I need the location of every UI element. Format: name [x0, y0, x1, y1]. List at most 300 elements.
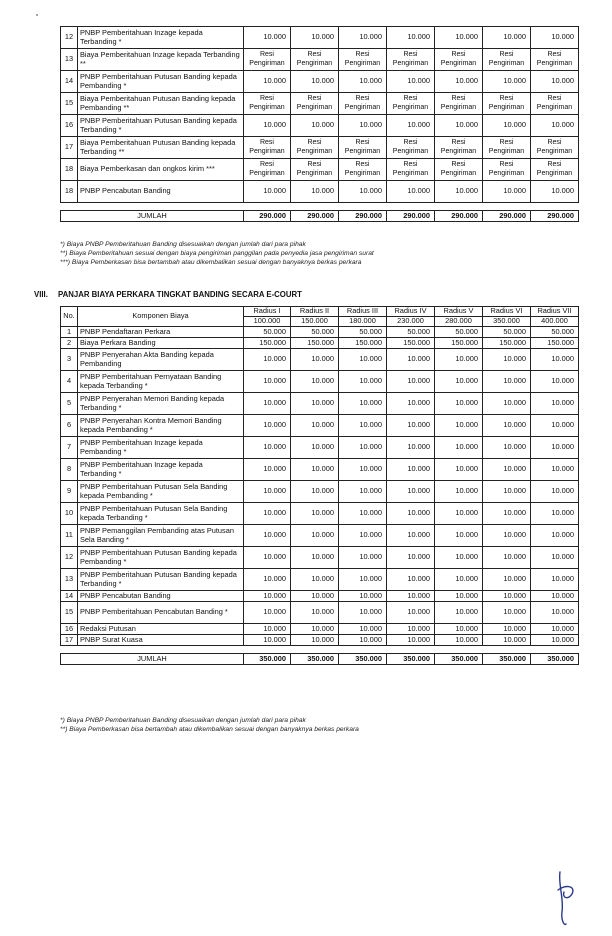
fee-amount: 150.000: [483, 338, 531, 349]
fee-amount: 10.000: [435, 115, 483, 137]
fee-amount: Resi Pengiriman: [483, 159, 531, 181]
fee-amount: 10.000: [387, 459, 435, 481]
fee-amount: 10.000: [387, 602, 435, 624]
row-number: 5: [61, 393, 78, 415]
row-number: 13: [61, 569, 78, 591]
fee-component: PNBP Penyerahan Memori Banding kepada Terbanding *: [78, 393, 244, 415]
fee-amount: 10.000: [483, 27, 531, 49]
fee-amount: 10.000: [435, 591, 483, 602]
fee-amount: 10.000: [244, 71, 291, 93]
fee-amount: Resi Pengiriman: [339, 137, 387, 159]
fee-amount: 10.000: [531, 459, 579, 481]
header-no: No.: [61, 307, 78, 327]
radius-fee: 230.000: [387, 317, 435, 327]
fee-amount: 10.000: [244, 437, 291, 459]
section-heading: [34, 290, 302, 299]
row-number: 12: [61, 27, 78, 49]
fee-amount: 150.000: [435, 338, 483, 349]
fee-amount: 10.000: [291, 591, 339, 602]
fee-amount: 10.000: [291, 624, 339, 635]
fee-amount: 10.000: [387, 349, 435, 371]
fee-amount: 10.000: [339, 591, 387, 602]
fee-component: PNBP Pemanggilan Pembanding atas Putusan Sela Banding *: [78, 525, 244, 547]
spacer-cell: [61, 203, 579, 211]
row-number: 1: [61, 327, 78, 338]
fee-amount: 10.000: [531, 27, 579, 49]
row-number: 17: [61, 137, 78, 159]
fee-component: PNBP Pemberitahuan Putusan Sela Banding kepada Terbanding *: [78, 503, 244, 525]
table-row: [61, 547, 579, 569]
fee-amount: 10.000: [339, 415, 387, 437]
fee-component: PNBP Pemberitahuan Pencabutan Banding *: [78, 602, 244, 624]
table-row: [61, 481, 579, 503]
fee-amount: 10.000: [339, 71, 387, 93]
fee-amount: 10.000: [531, 525, 579, 547]
handwritten-initial-signature: [552, 868, 582, 928]
fee-amount: Resi Pengiriman: [483, 49, 531, 71]
fee-amount: 10.000: [435, 181, 483, 203]
table-row: [61, 591, 579, 602]
header-component: Komponen Biaya: [78, 307, 244, 327]
fee-amount: 10.000: [483, 181, 531, 203]
fee-amount: 10.000: [531, 371, 579, 393]
scan-speck: [36, 14, 38, 16]
fee-amount: 10.000: [531, 181, 579, 203]
fee-component: PNBP Pencabutan Banding: [78, 181, 244, 203]
fee-amount: 10.000: [483, 371, 531, 393]
fee-amount: 10.000: [531, 393, 579, 415]
fee-amount: 10.000: [387, 27, 435, 49]
table-row: [61, 415, 579, 437]
fee-amount: 10.000: [244, 349, 291, 371]
fee-amount: Resi Pengiriman: [531, 137, 579, 159]
fee-amount: 10.000: [435, 525, 483, 547]
fee-amount: Resi Pengiriman: [339, 159, 387, 181]
footnotes-top: [60, 240, 374, 267]
fee-amount: Resi Pengiriman: [244, 137, 291, 159]
table-row: [61, 27, 579, 49]
fee-amount: 10.000: [387, 393, 435, 415]
fee-amount: 10.000: [291, 547, 339, 569]
fee-amount: 10.000: [387, 591, 435, 602]
fee-amount: 10.000: [244, 115, 291, 137]
fee-amount: 10.000: [435, 415, 483, 437]
footnote: ***) Biaya Pemberkasan bisa bertambah atau dikembalikan sesuai dengan banyaknya berkas perkara: [60, 259, 362, 266]
spacer-cell: [61, 646, 579, 654]
fee-amount: 10.000: [387, 115, 435, 137]
fee-amount: 10.000: [435, 481, 483, 503]
fee-amount: 10.000: [483, 591, 531, 602]
row-number: 13: [61, 49, 78, 71]
fee-amount: 50.000: [435, 327, 483, 338]
row-number: 12: [61, 547, 78, 569]
table-row: [61, 635, 579, 646]
fee-amount: 10.000: [483, 71, 531, 93]
fee-amount: Resi Pengiriman: [387, 49, 435, 71]
fee-amount: 10.000: [339, 349, 387, 371]
fee-component: Redaksi Putusan: [78, 624, 244, 635]
fee-amount: Resi Pengiriman: [387, 137, 435, 159]
row-number: 14: [61, 71, 78, 93]
fee-amount: 10.000: [244, 525, 291, 547]
fee-amount: 10.000: [483, 437, 531, 459]
fee-amount: 10.000: [244, 635, 291, 646]
fee-amount: 10.000: [339, 27, 387, 49]
fee-component: PNBP Pemberitahuan Putusan Banding kepada Pembanding *: [78, 71, 244, 93]
fee-amount: 10.000: [291, 181, 339, 203]
fee-amount: 10.000: [244, 547, 291, 569]
fee-amount: 10.000: [483, 569, 531, 591]
fee-amount: 10.000: [291, 503, 339, 525]
fee-component: PNBP Pemberitahuan Putusan Sela Banding kepada Pembanding *: [78, 481, 244, 503]
fee-amount: 50.000: [387, 327, 435, 338]
total-label: JUMLAH: [61, 211, 244, 222]
fee-component: PNBP Pendaftaran Perkara: [78, 327, 244, 338]
fee-amount: Resi Pengiriman: [435, 49, 483, 71]
footnotes-bottom: [60, 716, 359, 734]
total-amount: 350.000: [531, 654, 579, 665]
fee-amount: 10.000: [291, 393, 339, 415]
fee-component: Biaya Perkara Banding: [78, 338, 244, 349]
fee-amount: 10.000: [387, 547, 435, 569]
fee-amount: 10.000: [531, 624, 579, 635]
fee-amount: Resi Pengiriman: [244, 159, 291, 181]
fee-amount: 10.000: [244, 371, 291, 393]
fee-amount: 10.000: [244, 393, 291, 415]
radius-header: Radius IV: [387, 307, 435, 317]
row-number: 15: [61, 602, 78, 624]
row-number: 18: [61, 159, 78, 181]
fee-amount: Resi Pengiriman: [339, 93, 387, 115]
table-row: [61, 338, 579, 349]
fee-amount: 10.000: [531, 481, 579, 503]
fee-component: PNBP Pencabutan Banding: [78, 591, 244, 602]
fee-amount: 10.000: [435, 624, 483, 635]
fee-amount: 10.000: [387, 371, 435, 393]
fee-amount: 10.000: [387, 437, 435, 459]
total-amount: 350.000: [435, 654, 483, 665]
row-number: 14: [61, 591, 78, 602]
fee-amount: 10.000: [435, 71, 483, 93]
fee-component: PNBP Pemberitahuan Inzage kepada Pembanding *: [78, 437, 244, 459]
fee-amount: 10.000: [244, 569, 291, 591]
fee-component: PNBP Penyerahan Akta Banding kepada Pembanding: [78, 349, 244, 371]
table-row: [61, 137, 579, 159]
fee-component: PNBP Pemberitahuan Inzage kepada Terbanding *: [78, 27, 244, 49]
fee-component: PNBP Pemberitahuan Putusan Banding kepada Terbanding *: [78, 115, 244, 137]
fee-amount: 10.000: [291, 437, 339, 459]
total-amount: 350.000: [291, 654, 339, 665]
fee-amount: 10.000: [435, 635, 483, 646]
radius-header: Radius II: [291, 307, 339, 317]
fee-amount: 10.000: [244, 602, 291, 624]
fee-component: PNBP Surat Kuasa: [78, 635, 244, 646]
fee-amount: Resi Pengiriman: [291, 137, 339, 159]
footnote: *) Biaya PNBP Pemberitahuan Banding disesuaikan dengan jumlah dari para pihak: [60, 241, 306, 248]
fee-amount: 10.000: [291, 635, 339, 646]
fee-amount: Resi Pengiriman: [244, 49, 291, 71]
fee-amount: 10.000: [244, 503, 291, 525]
total-amount: 290.000: [435, 211, 483, 222]
fee-amount: Resi Pengiriman: [244, 93, 291, 115]
fee-amount: 10.000: [531, 71, 579, 93]
fee-amount: 10.000: [244, 481, 291, 503]
fee-amount: 10.000: [483, 503, 531, 525]
fee-amount: 10.000: [339, 481, 387, 503]
radius-fee: 400.000: [531, 317, 579, 327]
fee-amount: 150.000: [291, 338, 339, 349]
table-row: [61, 327, 579, 338]
table-row: [61, 569, 579, 591]
row-number: 4: [61, 371, 78, 393]
fee-component: PNBP Pemberitahuan Putusan Banding kepada Pembanding *: [78, 547, 244, 569]
fee-amount: Resi Pengiriman: [387, 93, 435, 115]
table-row: [61, 624, 579, 635]
fee-amount: 10.000: [339, 635, 387, 646]
fee-amount: 10.000: [291, 525, 339, 547]
fee-amount: 10.000: [387, 635, 435, 646]
fee-amount: 10.000: [339, 624, 387, 635]
fee-amount: Resi Pengiriman: [435, 137, 483, 159]
fee-amount: 150.000: [387, 338, 435, 349]
fee-amount: Resi Pengiriman: [291, 159, 339, 181]
fee-amount: Resi Pengiriman: [291, 93, 339, 115]
fee-table-continued: [60, 26, 579, 222]
fee-amount: 10.000: [339, 569, 387, 591]
fee-amount: 10.000: [291, 349, 339, 371]
fee-amount: 10.000: [339, 602, 387, 624]
fee-amount: 10.000: [244, 27, 291, 49]
fee-amount: 10.000: [483, 115, 531, 137]
total-label: JUMLAH: [61, 654, 244, 665]
total-amount: 290.000: [387, 211, 435, 222]
fee-component: Biaya Pemberitahuan Inzage kepada Terbanding **: [78, 49, 244, 71]
fee-amount: 50.000: [339, 327, 387, 338]
radius-header: Radius III: [339, 307, 387, 317]
fee-amount: 10.000: [483, 393, 531, 415]
fee-amount: Resi Pengiriman: [531, 49, 579, 71]
fee-table-e-court-body: [61, 327, 579, 665]
fee-amount: Resi Pengiriman: [531, 93, 579, 115]
fee-amount: 10.000: [339, 437, 387, 459]
table-row: [61, 525, 579, 547]
section-numeral: VIII.: [34, 290, 48, 299]
total-amount: 290.000: [483, 211, 531, 222]
radius-header: Radius VII: [531, 307, 579, 317]
row-number: 15: [61, 93, 78, 115]
fee-amount: 10.000: [435, 569, 483, 591]
radius-fee: 180.000: [339, 317, 387, 327]
fee-amount: 10.000: [387, 569, 435, 591]
fee-amount: 10.000: [339, 371, 387, 393]
fee-amount: 10.000: [531, 591, 579, 602]
fee-amount: 10.000: [435, 27, 483, 49]
footnote: **) Biaya Pemberitahuan sesuai dengan biaya pengiriman panggilan pada penyedia jasa pengiriman surat: [60, 250, 374, 257]
radius-fee: 350.000: [483, 317, 531, 327]
table-row: [61, 503, 579, 525]
row-number: 10: [61, 503, 78, 525]
fee-amount: 10.000: [435, 349, 483, 371]
radius-fee: 100.000: [244, 317, 291, 327]
fee-table-e-court: [60, 306, 579, 665]
radius-fee: 280.000: [435, 317, 483, 327]
total-amount: 290.000: [244, 211, 291, 222]
row-number: 17: [61, 635, 78, 646]
total-amount: 350.000: [483, 654, 531, 665]
fee-amount: 10.000: [483, 635, 531, 646]
fee-amount: 10.000: [244, 415, 291, 437]
fee-component: PNBP Penyerahan Kontra Memori Banding kepada Pembanding *: [78, 415, 244, 437]
footnote: **) Biaya Pemberkasan bisa bertambah atau dikembalikan sesuai dengan banyaknya berkas perkara: [60, 726, 359, 733]
radius-header: Radius I: [244, 307, 291, 317]
fee-amount: 10.000: [339, 503, 387, 525]
fee-amount: 10.000: [244, 591, 291, 602]
table-row: [61, 371, 579, 393]
total-amount: 290.000: [531, 211, 579, 222]
total-row: [61, 654, 579, 665]
fee-amount: Resi Pengiriman: [339, 49, 387, 71]
fee-amount: 10.000: [483, 602, 531, 624]
fee-amount: 10.000: [483, 547, 531, 569]
table-spacer-row: [61, 646, 579, 654]
fee-amount: 10.000: [531, 547, 579, 569]
fee-amount: 10.000: [531, 569, 579, 591]
fee-amount: 10.000: [291, 415, 339, 437]
section-title: PANJAR BIAYA PERKARA TINGKAT BANDING SECARA E-COURT: [58, 290, 302, 299]
table-row: [61, 49, 579, 71]
row-number: 9: [61, 481, 78, 503]
fee-amount: 10.000: [435, 503, 483, 525]
row-number: 6: [61, 415, 78, 437]
table-row: [61, 115, 579, 137]
fee-amount: 10.000: [244, 459, 291, 481]
fee-amount: 10.000: [339, 181, 387, 203]
fee-amount: 50.000: [483, 327, 531, 338]
fee-amount: 50.000: [291, 327, 339, 338]
fee-amount: 10.000: [387, 71, 435, 93]
row-number: 18: [61, 181, 78, 203]
fee-amount: 10.000: [483, 459, 531, 481]
fee-amount: 10.000: [339, 393, 387, 415]
fee-amount: Resi Pengiriman: [387, 159, 435, 181]
fee-amount: 10.000: [387, 181, 435, 203]
table-row: [61, 393, 579, 415]
footnote: *) Biaya PNBP Pemberitahuan Banding disesuaikan dengan jumlah dari para pihak: [60, 717, 306, 724]
fee-amount: Resi Pengiriman: [483, 137, 531, 159]
table-row: [61, 71, 579, 93]
fee-amount: 10.000: [291, 459, 339, 481]
fee-amount: 10.000: [531, 115, 579, 137]
fee-amount: 10.000: [531, 349, 579, 371]
total-amount: 350.000: [244, 654, 291, 665]
fee-amount: 10.000: [387, 503, 435, 525]
fee-amount: Resi Pengiriman: [291, 49, 339, 71]
fee-amount: 10.000: [435, 547, 483, 569]
radius-fee: 150.000: [291, 317, 339, 327]
fee-amount: 10.000: [387, 481, 435, 503]
fee-amount: Resi Pengiriman: [435, 159, 483, 181]
fee-amount: 150.000: [339, 338, 387, 349]
table-row: [61, 93, 579, 115]
fee-amount: 10.000: [291, 371, 339, 393]
table-row: [61, 459, 579, 481]
fee-amount: 10.000: [291, 602, 339, 624]
fee-table-continued-body: [61, 27, 579, 222]
fee-amount: 10.000: [435, 371, 483, 393]
fee-amount: 10.000: [531, 415, 579, 437]
fee-amount: 10.000: [435, 459, 483, 481]
fee-amount: 10.000: [531, 437, 579, 459]
fee-table-header: [61, 307, 579, 327]
fee-amount: 10.000: [291, 27, 339, 49]
fee-component: PNBP Pemberitahuan Pernyataan Banding kepada Terbanding *: [78, 371, 244, 393]
fee-amount: 10.000: [387, 525, 435, 547]
row-number: 7: [61, 437, 78, 459]
fee-amount: 50.000: [531, 327, 579, 338]
fee-amount: 10.000: [291, 481, 339, 503]
table-row: [61, 181, 579, 203]
fee-amount: 10.000: [531, 503, 579, 525]
fee-amount: 10.000: [435, 602, 483, 624]
table-spacer-row: [61, 203, 579, 211]
fee-component: Biaya Pemberitahuan Putusan Banding kepada Terbanding **: [78, 137, 244, 159]
fee-amount: 10.000: [291, 71, 339, 93]
fee-amount: 150.000: [531, 338, 579, 349]
fee-amount: 10.000: [339, 547, 387, 569]
fee-amount: 10.000: [244, 624, 291, 635]
fee-amount: 150.000: [244, 338, 291, 349]
total-amount: 290.000: [291, 211, 339, 222]
table-row: [61, 437, 579, 459]
fee-amount: 10.000: [483, 624, 531, 635]
fee-amount: 10.000: [291, 569, 339, 591]
fee-amount: 10.000: [531, 602, 579, 624]
fee-amount: 10.000: [291, 115, 339, 137]
fee-amount: 10.000: [244, 181, 291, 203]
row-number: 16: [61, 115, 78, 137]
total-amount: 290.000: [339, 211, 387, 222]
fee-amount: 50.000: [244, 327, 291, 338]
fee-component: PNBP Pemberitahuan Putusan Banding kepada Terbanding *: [78, 569, 244, 591]
row-number: 11: [61, 525, 78, 547]
total-row: [61, 211, 579, 222]
fee-amount: 10.000: [435, 437, 483, 459]
fee-component: Biaya Pemberitahuan Putusan Banding kepada Pembanding **: [78, 93, 244, 115]
fee-amount: 10.000: [339, 115, 387, 137]
radius-header: Radius VI: [483, 307, 531, 317]
fee-amount: 10.000: [483, 349, 531, 371]
table-row: [61, 349, 579, 371]
total-amount: 350.000: [387, 654, 435, 665]
fee-amount: 10.000: [483, 525, 531, 547]
fee-component: Biaya Pemberkasan dan ongkos kirim ***: [78, 159, 244, 181]
fee-amount: 10.000: [387, 624, 435, 635]
table-row: [61, 602, 579, 624]
fee-amount: 10.000: [483, 481, 531, 503]
row-number: 2: [61, 338, 78, 349]
fee-amount: Resi Pengiriman: [483, 93, 531, 115]
row-number: 16: [61, 624, 78, 635]
fee-amount: 10.000: [387, 415, 435, 437]
fee-amount: Resi Pengiriman: [531, 159, 579, 181]
fee-amount: 10.000: [435, 393, 483, 415]
row-number: 8: [61, 459, 78, 481]
row-number: 3: [61, 349, 78, 371]
fee-component: PNBP Pemberitahuan Inzage kepada Terbanding *: [78, 459, 244, 481]
fee-amount: 10.000: [339, 525, 387, 547]
total-amount: 350.000: [339, 654, 387, 665]
table-row: [61, 159, 579, 181]
